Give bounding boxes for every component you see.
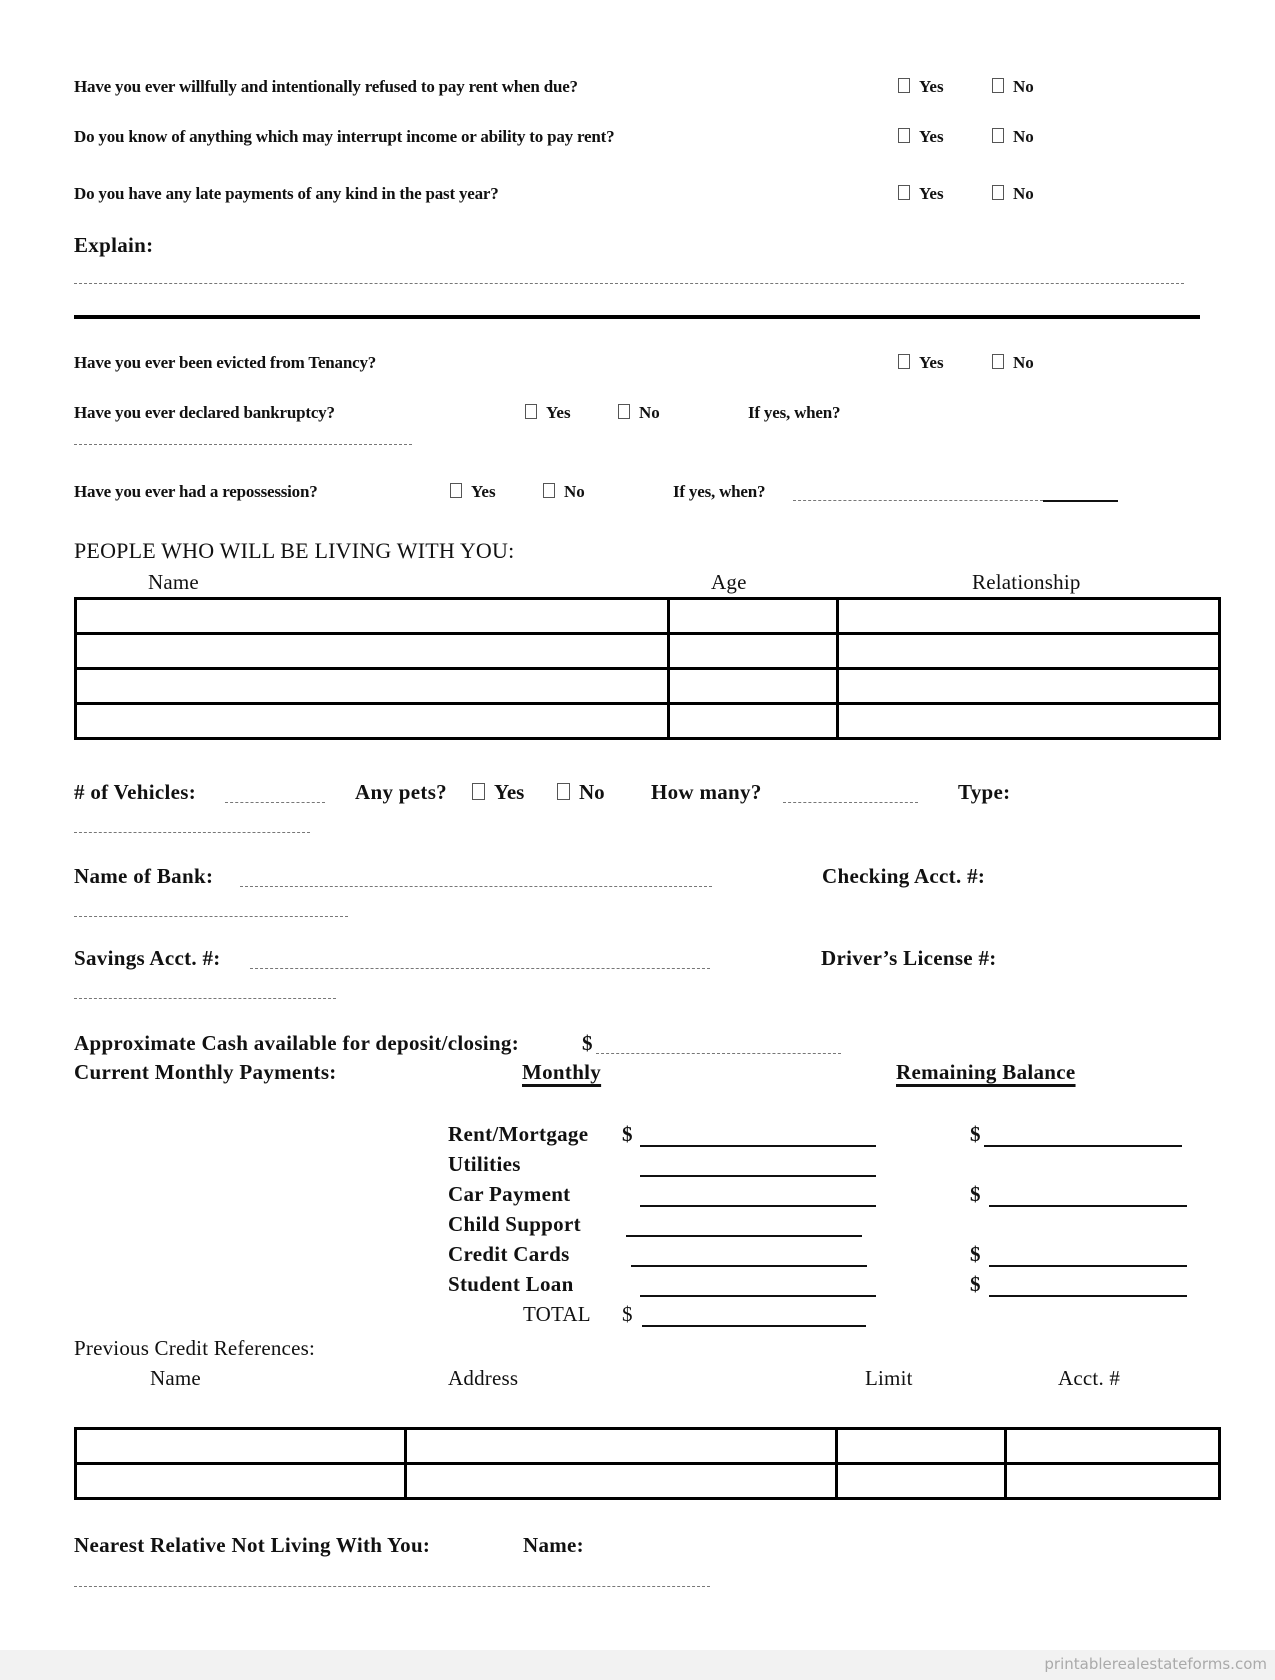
credit-ref-limit-cell[interactable] [837,1429,1006,1464]
occupant-relationship-cell[interactable] [838,634,1220,669]
checkbox-icon[interactable] [898,354,910,369]
question-interrupt-income: Do you know of anything which may interrupt income or ability to pay rent? [74,127,615,146]
repossession-when-field[interactable] [793,500,1043,501]
checkbox-icon[interactable] [618,404,630,419]
occupant-name-cell[interactable] [76,634,669,669]
license-field[interactable] [74,998,336,999]
occupant-relationship-cell[interactable] [838,704,1220,739]
savings-label: Savings Acct. #: [74,946,221,970]
question-refused-rent: Have you ever willfully and intentionally refused to pay rent when due? [74,77,578,96]
how-many-field[interactable] [783,802,918,803]
checkbox-icon[interactable] [992,185,1004,200]
checking-field[interactable] [74,916,348,917]
explain-label: Explain: [74,233,154,257]
watermark: printablerealestateforms.com [1044,1655,1267,1673]
refused-rent-yes[interactable]: Yes [898,77,944,97]
pet-type-field[interactable] [74,832,310,833]
pets-yes[interactable]: Yes [472,780,524,805]
bank-name-field[interactable] [240,886,712,887]
payment-total-field[interactable] [642,1325,866,1327]
payment-credit-cards-label: Credit Cards [448,1242,570,1266]
payment-student-loan-monthly-field[interactable] [640,1295,876,1297]
checkbox-icon[interactable] [898,185,910,200]
payment-child-support-monthly-field[interactable] [626,1235,862,1237]
vehicles-label: # of Vehicles: [74,780,197,804]
table-row [76,669,1220,704]
occupants-col-name: Name [148,570,199,594]
repossession-no[interactable]: No [543,482,585,502]
cash-label: Approximate Cash available for deposit/closing: [74,1031,520,1055]
payment-credit-cards-balance-field[interactable] [989,1265,1187,1267]
payment-rent-label: Rent/Mortgage [448,1122,589,1146]
occupants-table [74,597,1221,740]
checkbox-icon[interactable] [472,783,485,800]
credit-refs-col-address: Address [448,1366,519,1390]
credit-ref-address-cell[interactable] [406,1429,837,1464]
late-payments-no[interactable]: No [992,184,1034,204]
credit-ref-limit-cell[interactable] [837,1464,1006,1499]
occupants-col-relationship: Relationship [972,570,1081,594]
question-repossession: Have you ever had a repossession? [74,482,318,501]
checkbox-icon[interactable] [898,78,910,93]
relative-name-label: Name: [523,1533,584,1557]
credit-ref-acct-cell[interactable] [1006,1429,1220,1464]
payment-total-currency: $ [622,1302,633,1326]
payment-student-loan-label: Student Loan [448,1272,574,1296]
bankruptcy-no[interactable]: No [618,403,660,423]
payment-rent-currency: $ [622,1122,633,1146]
occupants-col-age: Age [711,570,747,594]
checkbox-icon[interactable] [557,783,570,800]
balance-header: Remaining Balance [896,1060,1076,1084]
occupant-name-cell[interactable] [76,599,669,634]
checkbox-icon[interactable] [992,354,1004,369]
occupant-name-cell[interactable] [76,669,669,704]
savings-field[interactable] [250,968,710,969]
payment-utilities-label: Utilities [448,1152,521,1176]
table-row [76,634,1220,669]
occupant-age-cell[interactable] [669,599,838,634]
payment-rent-balance-currency: $ [970,1122,981,1146]
credit-refs-table [74,1427,1221,1500]
vehicles-field[interactable] [225,802,325,803]
credit-refs-col-limit: Limit [865,1366,913,1390]
cash-currency: $ [582,1031,593,1055]
repossession-yes[interactable]: Yes [450,482,496,502]
license-label: Driver’s License #: [821,946,997,970]
payment-credit-cards-balance-currency: $ [970,1242,981,1266]
credit-refs-col-name: Name [150,1366,201,1390]
checkbox-icon[interactable] [543,483,555,498]
occupants-heading: PEOPLE WHO WILL BE LIVING WITH YOU: [74,538,515,563]
explain-field[interactable] [74,283,1184,284]
repossession-when-label: If yes, when? [673,482,766,501]
payment-car-label: Car Payment [448,1182,571,1206]
question-evicted: Have you ever been evicted from Tenancy? [74,353,377,372]
credit-ref-name-cell[interactable] [76,1464,406,1499]
pets-no[interactable]: No [557,780,605,805]
monthly-header: Monthly [522,1060,602,1084]
credit-ref-name-cell[interactable] [76,1429,406,1464]
payment-credit-cards-monthly-field[interactable] [631,1265,867,1267]
bank-name-label: Name of Bank: [74,864,214,888]
credit-ref-acct-cell[interactable] [1006,1464,1220,1499]
occupant-relationship-cell[interactable] [838,669,1220,704]
payment-child-support-label: Child Support [448,1212,581,1236]
credit-refs-col-acct: Acct. # [1058,1366,1121,1390]
table-row [76,1429,1220,1464]
footer-bar [0,1650,1275,1680]
table-row [76,704,1220,739]
payment-utilities-monthly-field[interactable] [640,1175,876,1177]
payments-label: Current Monthly Payments: [74,1060,337,1084]
pets-label: Any pets? [355,780,447,804]
evicted-yes[interactable]: Yes [898,353,944,373]
interrupt-income-no[interactable]: No [992,127,1034,147]
how-many-label: How many? [651,780,762,804]
evicted-no[interactable]: No [992,353,1034,373]
payment-car-balance-currency: $ [970,1182,981,1206]
cash-field[interactable] [596,1053,841,1054]
occupant-relationship-cell[interactable] [838,599,1220,634]
bankruptcy-when-label: If yes, when? [748,403,841,422]
payment-total-label: TOTAL [523,1302,591,1326]
checking-label: Checking Acct. #: [822,864,986,888]
relative-label: Nearest Relative Not Living With You: [74,1533,431,1557]
section-divider [74,315,1200,319]
checkbox-icon[interactable] [992,78,1004,93]
table-row [76,599,1220,634]
repossession-when-field-end [1043,500,1118,502]
payment-car-balance-field[interactable] [989,1205,1187,1207]
question-late-payments: Do you have any late payments of any kind in the past year? [74,184,499,203]
credit-refs-heading: Previous Credit References: [74,1336,315,1360]
relative-name-field[interactable] [74,1586,710,1587]
checkbox-icon[interactable] [450,483,462,498]
bankruptcy-yes[interactable]: Yes [525,403,571,423]
occupant-age-cell[interactable] [669,704,838,739]
payment-rent-monthly-field[interactable] [640,1145,876,1147]
credit-ref-address-cell[interactable] [406,1464,837,1499]
occupant-age-cell[interactable] [669,669,838,704]
late-payments-yes[interactable]: Yes [898,184,944,204]
occupant-age-cell[interactable] [669,634,838,669]
occupant-name-cell[interactable] [76,704,669,739]
refused-rent-no[interactable]: No [992,77,1034,97]
interrupt-income-yes[interactable]: Yes [898,127,944,147]
table-row [76,1464,1220,1499]
pet-type-label: Type: [958,780,1011,804]
payment-student-loan-balance-field[interactable] [989,1295,1187,1297]
bankruptcy-when-field[interactable] [74,444,412,445]
payment-car-monthly-field[interactable] [640,1205,876,1207]
question-bankruptcy: Have you ever declared bankruptcy? [74,403,335,422]
checkbox-icon[interactable] [525,404,537,419]
checkbox-icon[interactable] [992,128,1004,143]
payment-student-loan-balance-currency: $ [970,1272,981,1296]
checkbox-icon[interactable] [898,128,910,143]
payment-rent-balance-field[interactable] [984,1145,1182,1147]
